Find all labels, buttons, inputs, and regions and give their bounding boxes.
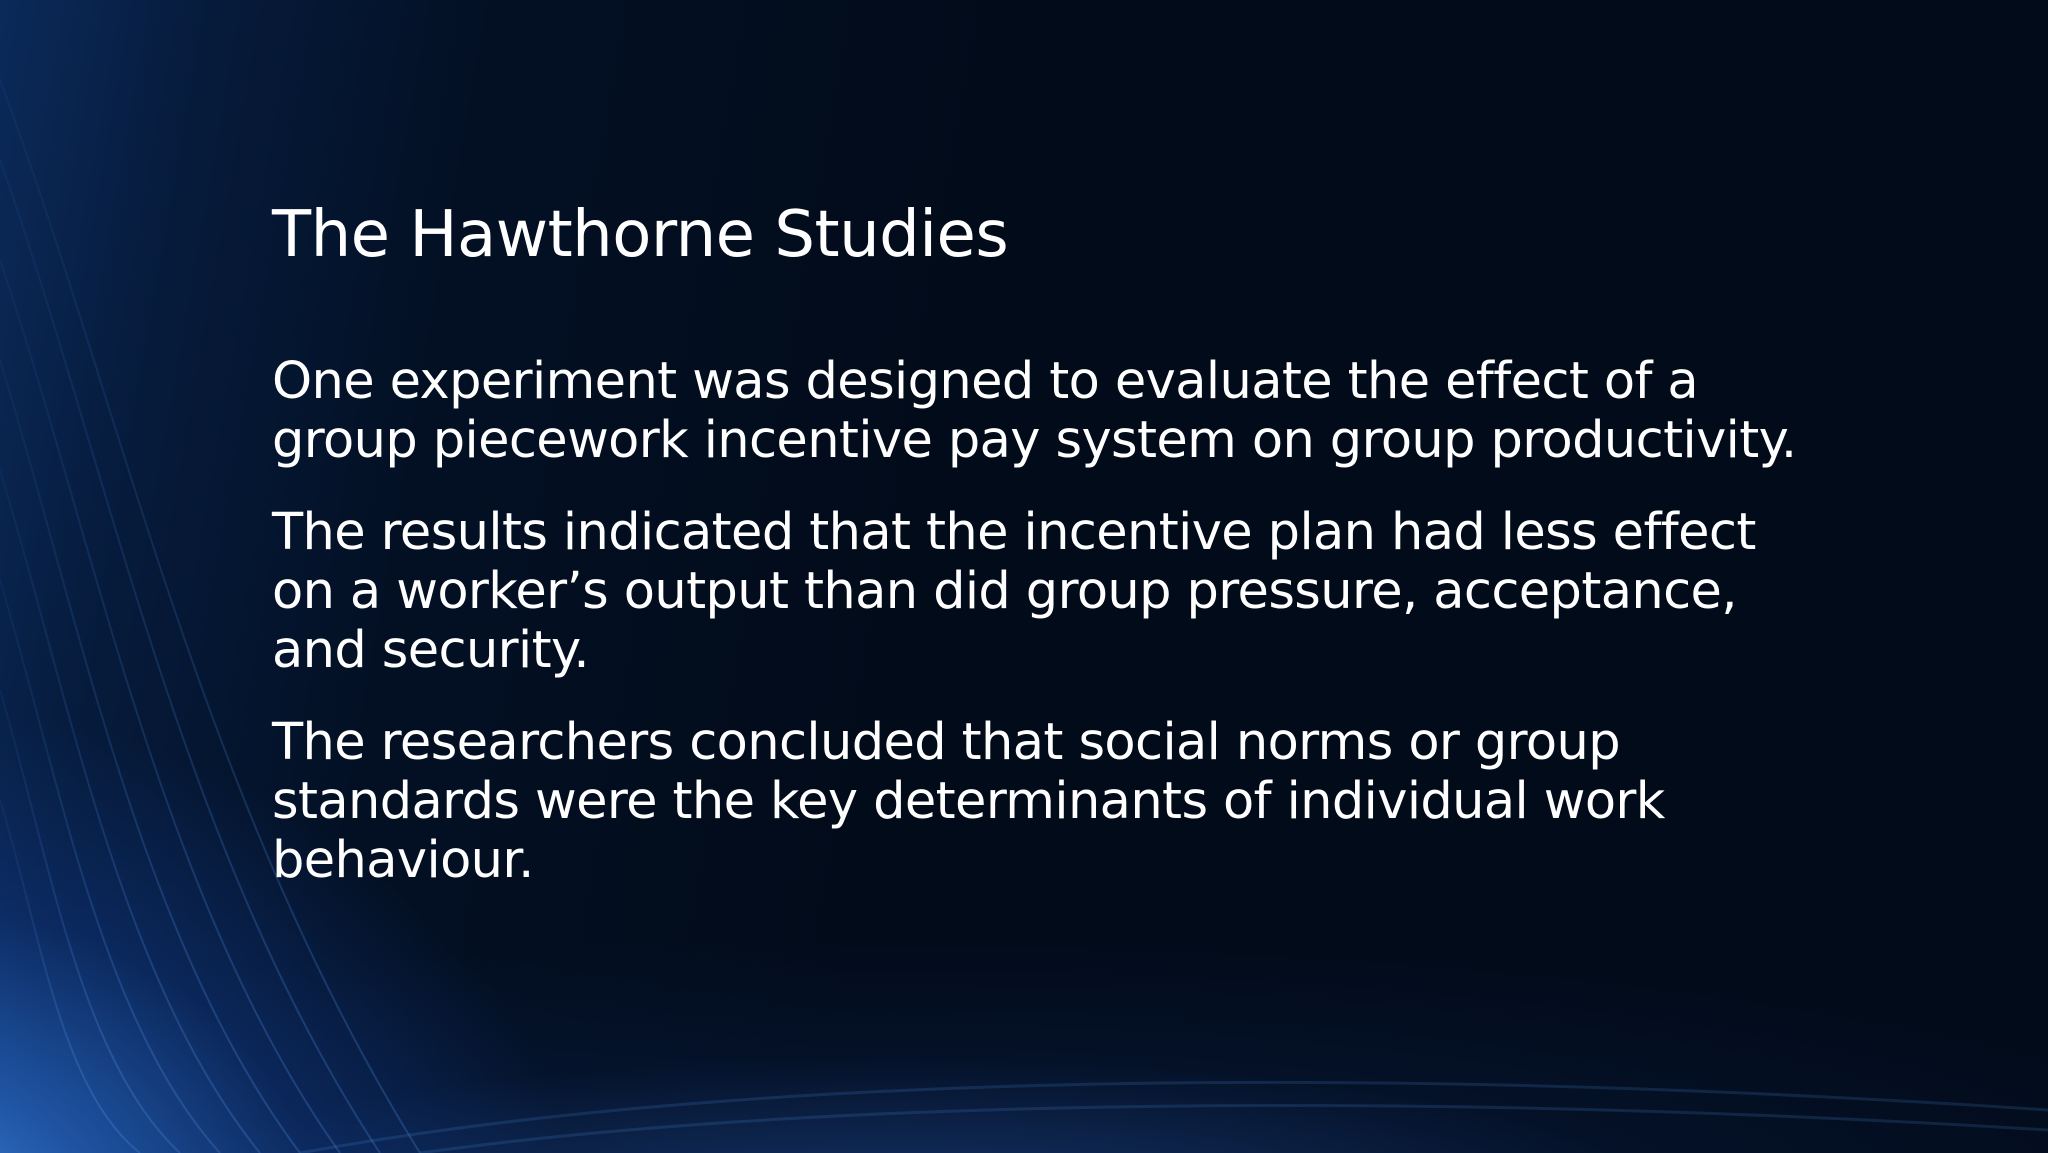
body-paragraph: One experiment was designed to evaluate the effect of a group piecework incentive pay system on group productivity.: [272, 352, 1797, 470]
body-paragraph: The researchers concluded that social norms or group standards were the key determinants of individual work behaviour.: [272, 713, 1665, 890]
body-paragraph: The results indicated that the incentive plan had less effect on a worker’s output than did group pressure, acceptance, and security.: [272, 503, 1756, 680]
slide-body: [272, 352, 1812, 923]
slide-title: The Hawthorne Studies: [272, 198, 1009, 272]
